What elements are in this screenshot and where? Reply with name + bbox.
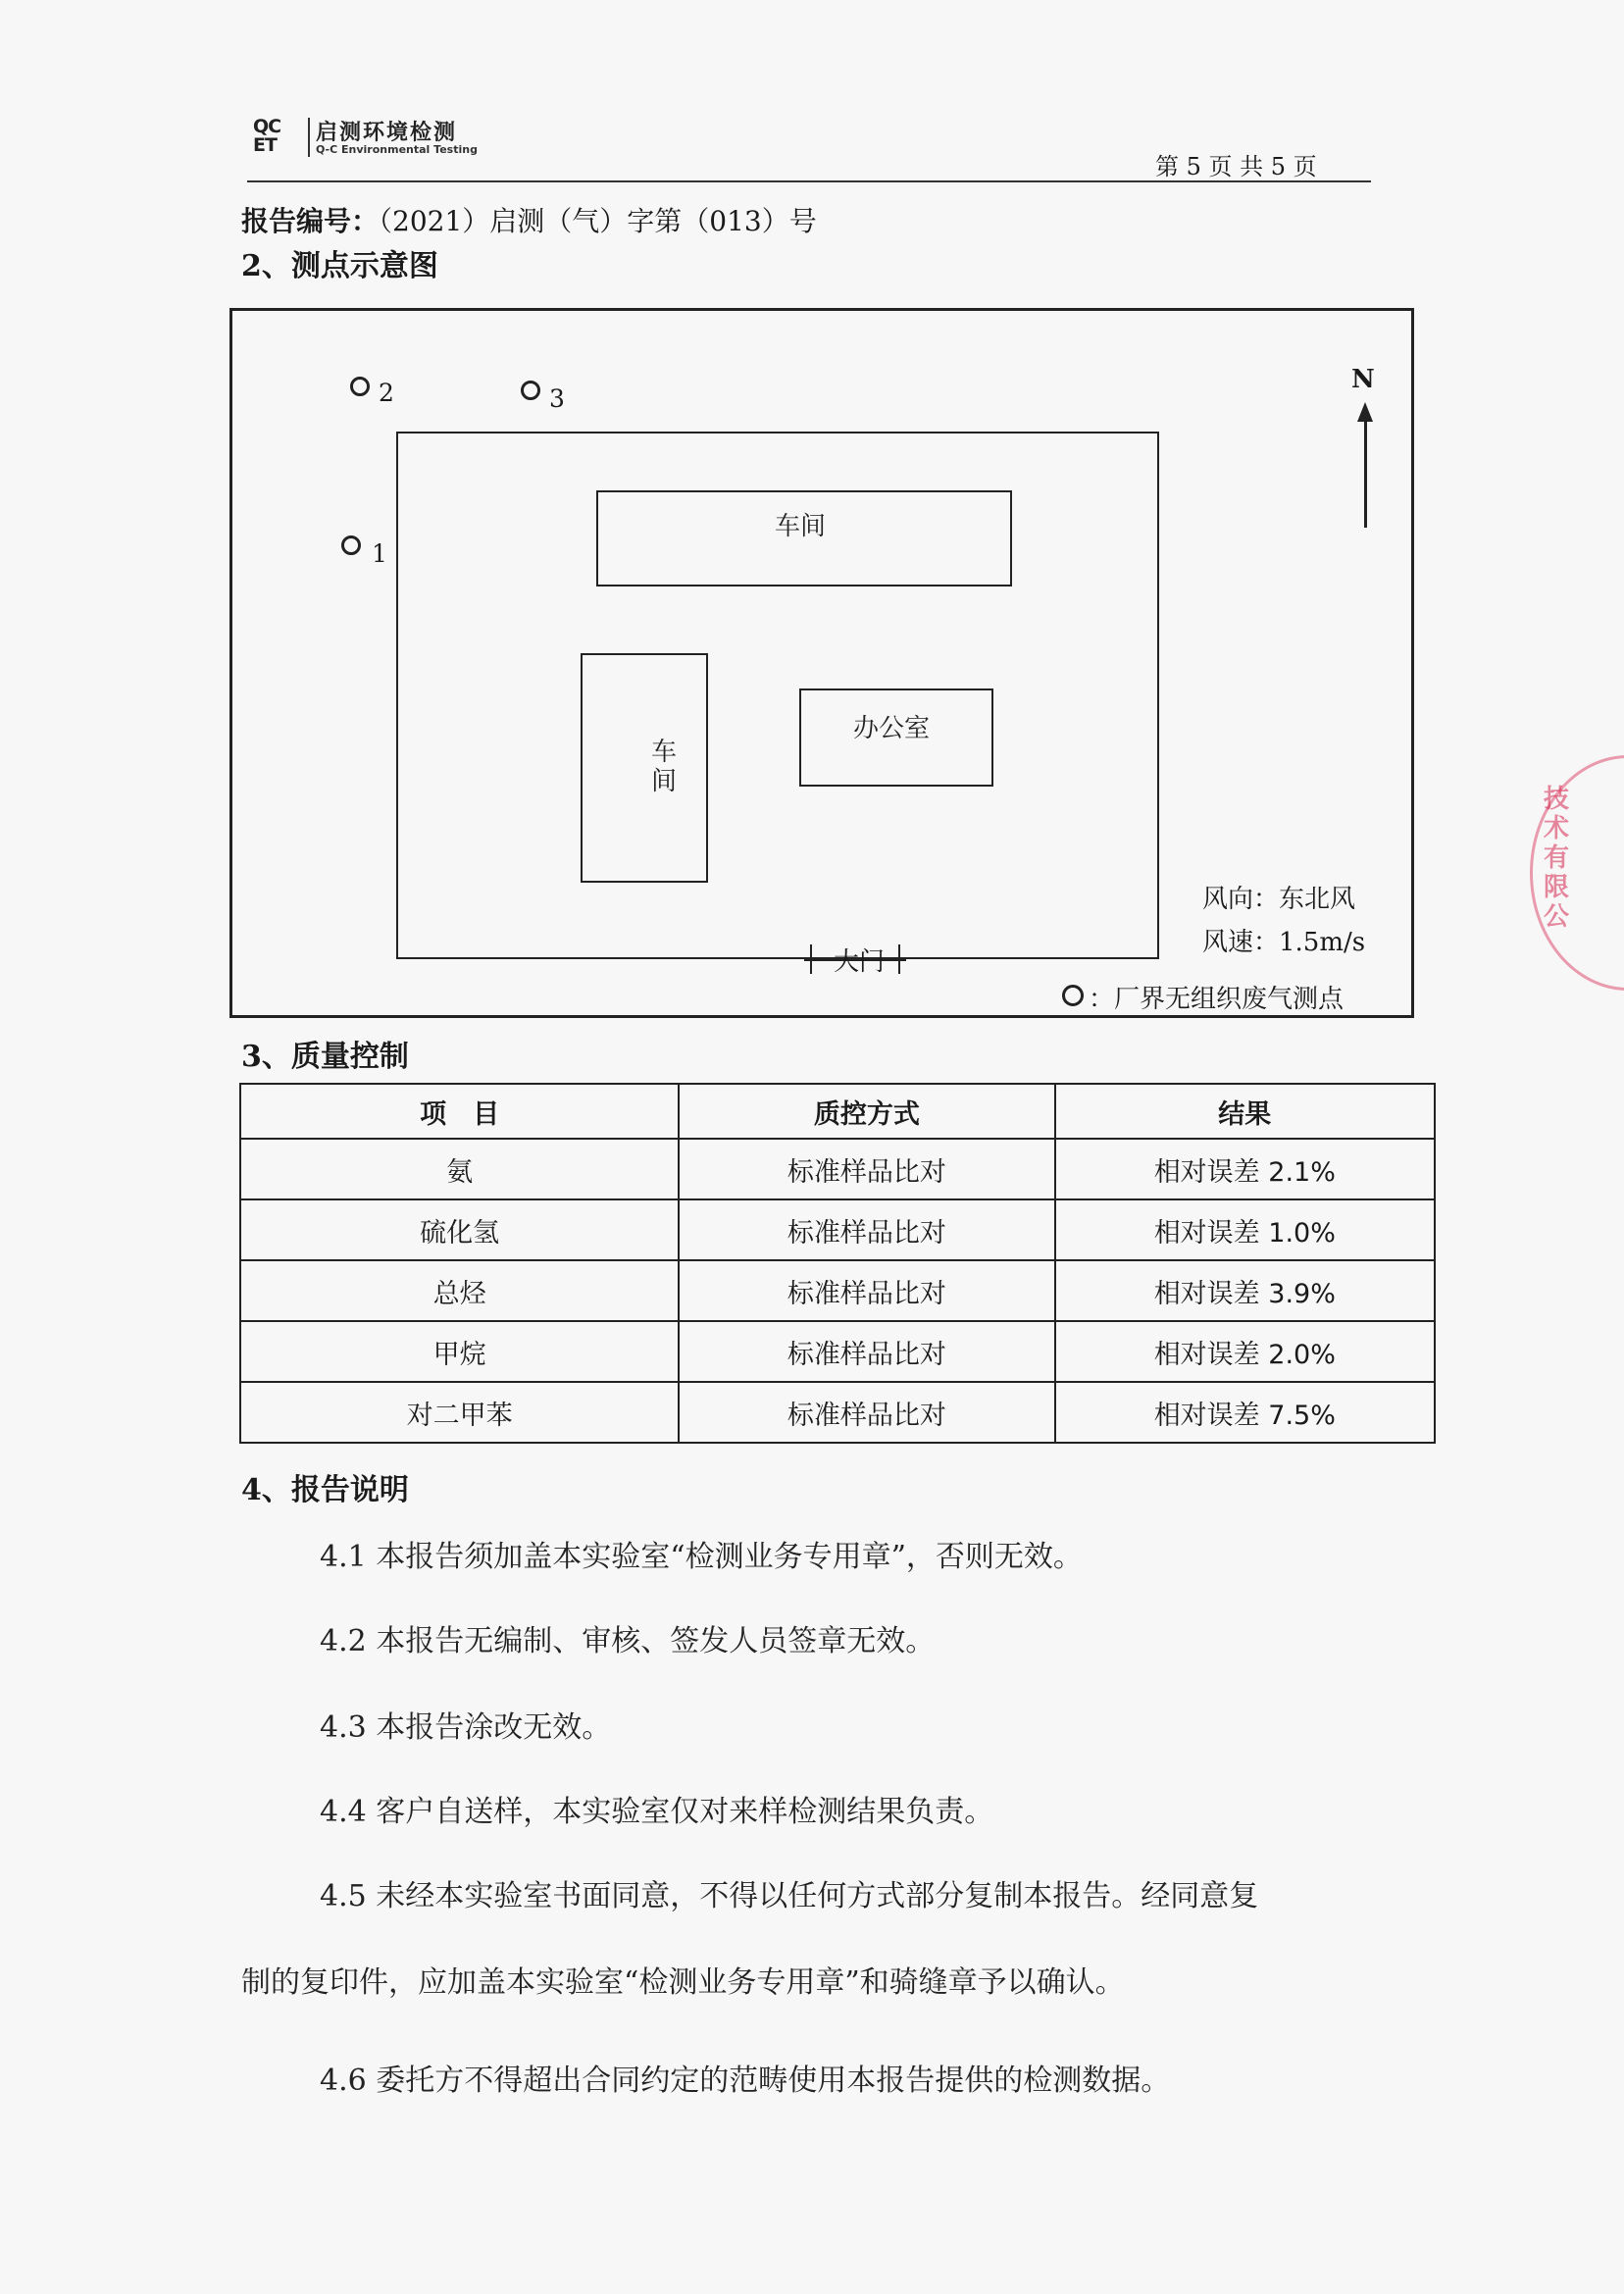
note-4-4: 4.4 客户自送样，本实验室仅对来样检测结果负责。 xyxy=(320,1795,994,1829)
monitoring-point-marker-2 xyxy=(350,377,370,396)
row-result: 相对误差 7.5% xyxy=(1055,1382,1435,1443)
logo-mark-bottom: ET xyxy=(253,134,277,156)
note-4-6: 4.6 委托方不得超出合同约定的范畴使用本报告提供的检测数据。 xyxy=(320,2064,1171,2098)
company-logo-mark xyxy=(253,118,304,157)
report-number xyxy=(241,200,817,239)
row-result: 相对误差 2.1% xyxy=(1055,1139,1435,1199)
table-header-row xyxy=(240,1084,1435,1139)
gate-label: 大门 xyxy=(834,947,886,977)
logo-mark-top: QC xyxy=(253,116,281,137)
table-row xyxy=(240,1199,1435,1260)
table-row xyxy=(240,1260,1435,1321)
header-result: 结果 xyxy=(1055,1084,1435,1139)
header-item: 项 目 xyxy=(240,1084,679,1139)
row-item: 氨 xyxy=(240,1139,679,1199)
note-4-5-line1: 4.5 未经本实验室书面同意，不得以任何方式部分复制本报告。经同意复 xyxy=(320,1879,1259,1913)
page-number: 第 5 页 共 5 页 xyxy=(1155,153,1317,180)
monitoring-point-label-2: 2 xyxy=(379,379,394,407)
workshop-top-label: 车间 xyxy=(775,512,827,541)
table-row xyxy=(240,1382,1435,1443)
report-number-value: （2021）启测（气）字第（013）号 xyxy=(379,205,817,237)
logo-separator xyxy=(308,118,310,157)
office-label: 办公室 xyxy=(853,714,931,743)
monitoring-point-marker-1 xyxy=(341,535,361,555)
section2-title: 2、测点示意图 xyxy=(241,249,438,283)
company-name-en: Q-C Environmental Testing xyxy=(316,143,478,156)
north-label: N xyxy=(1351,365,1375,394)
wind-direction: 风向：东北风 xyxy=(1202,885,1356,914)
legend-text: ：厂界无组织废气测点 xyxy=(1089,985,1345,1014)
monitoring-point-label-1: 1 xyxy=(372,539,387,568)
note-4-3: 4.3 本报告涂改无效。 xyxy=(320,1710,612,1745)
row-item: 对二甲苯 xyxy=(240,1382,679,1443)
gate-right-tick xyxy=(898,944,900,974)
wind-speed: 风速：1.5m/s xyxy=(1202,928,1366,957)
row-item: 硫化氢 xyxy=(240,1199,679,1260)
workshop-left xyxy=(581,653,708,883)
header-rule xyxy=(247,180,1371,182)
seal-text: 技术有限公 xyxy=(1544,785,1570,932)
monitoring-point-label-3: 3 xyxy=(549,384,565,413)
monitoring-point-marker-3 xyxy=(521,381,540,400)
company-name-cn: 启测环境检测 xyxy=(316,121,458,145)
row-item: 甲烷 xyxy=(240,1321,679,1382)
table-row xyxy=(240,1139,1435,1199)
row-item: 总烃 xyxy=(240,1260,679,1321)
table-row xyxy=(240,1321,1435,1382)
note-4-1: 4.1 本报告须加盖本实验室“检测业务专用章”，否则无效。 xyxy=(320,1540,1083,1574)
row-method: 标准样品比对 xyxy=(679,1260,1054,1321)
row-method: 标准样品比对 xyxy=(679,1199,1054,1260)
row-result: 相对误差 1.0% xyxy=(1055,1199,1435,1260)
row-result: 相对误差 3.9% xyxy=(1055,1260,1435,1321)
quality-control-table xyxy=(239,1083,1436,1444)
legend-marker-icon xyxy=(1062,985,1084,1006)
note-4-5-line2: 制的复印件，应加盖本实验室“检测业务专用章”和骑缝章予以确认。 xyxy=(241,1965,1125,2000)
section4-title: 4、报告说明 xyxy=(241,1473,409,1507)
row-result: 相对误差 2.0% xyxy=(1055,1321,1435,1382)
note-4-2: 4.2 本报告无编制、审核、签发人员签章无效。 xyxy=(320,1624,936,1658)
row-method: 标准样品比对 xyxy=(679,1139,1054,1199)
report-number-label: 报告编号： xyxy=(241,205,380,237)
section3-title: 3、质量控制 xyxy=(241,1040,409,1074)
workshop-left-label: 车 间 xyxy=(651,738,678,796)
row-method: 标准样品比对 xyxy=(679,1321,1054,1382)
north-arrow-shaft xyxy=(1364,410,1367,528)
row-method: 标准样品比对 xyxy=(679,1382,1054,1443)
header-method: 质控方式 xyxy=(679,1084,1054,1139)
